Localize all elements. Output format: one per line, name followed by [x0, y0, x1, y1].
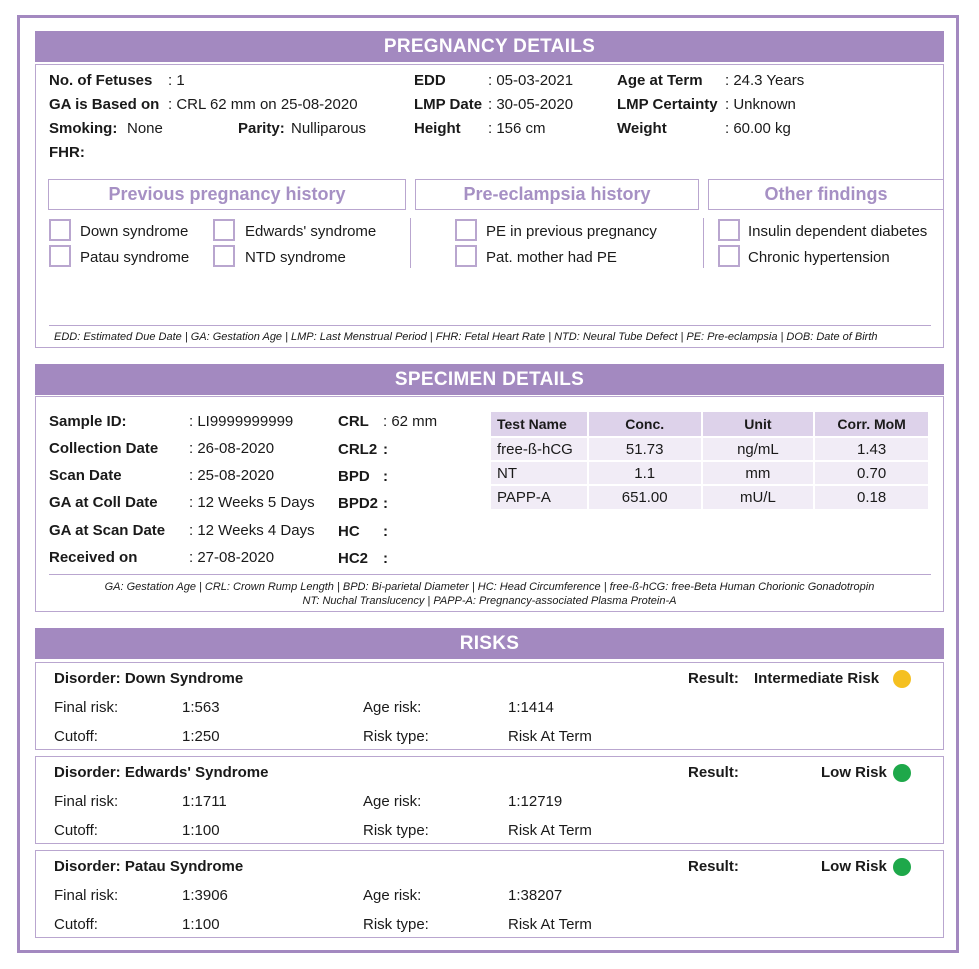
edd-label: EDD — [414, 72, 446, 89]
pregnancy-details-header: PREGNANCY DETAILS — [35, 31, 944, 62]
table-row — [491, 485, 929, 509]
height-label: Height — [414, 120, 461, 137]
ntd-syndrome-checkbox-label: NTD syndrome — [245, 249, 346, 266]
specimen-legend-line1: GA: Gestation Age | CRL: Crown Rump Length | BPD: Bi-parietal Diameter | HC: Head Circumference | free-ß-hCG: free-Beta Human Chorionic Gonadotropin — [104, 581, 875, 593]
down-syndrome-checkbox[interactable] — [49, 219, 71, 241]
ga-based-label: GA is Based on — [49, 96, 160, 113]
table-cell: free-ß-hCG — [491, 437, 588, 461]
table-cell: ng/mL — [702, 437, 815, 461]
status-dot-icon — [893, 670, 911, 688]
risk-type-value: Risk At Term — [508, 728, 592, 745]
collection-date-label: Collection Date — [49, 440, 159, 457]
risk-type-value: Risk At Term — [508, 916, 592, 933]
patau-syndrome-checkbox-label: Patau syndrome — [80, 249, 190, 266]
edd-value: : 05-03-2021 — [488, 72, 574, 89]
result-value: Low Risk — [821, 858, 887, 875]
table-header-cell: Test Name — [491, 412, 588, 437]
final-risk-label: Final risk: — [54, 887, 119, 904]
table-header-row — [491, 412, 929, 437]
age-risk-label: Age risk: — [363, 699, 422, 716]
disorder-title: Disorder: Edwards' Syndrome — [54, 764, 269, 781]
table-cell: 0.70 — [814, 461, 929, 485]
cutoff-label: Cutoff: — [54, 728, 98, 745]
hc2-label: HC2 — [338, 550, 369, 567]
cutoff-value: 1:250 — [182, 728, 220, 745]
result-value: Low Risk — [821, 764, 887, 781]
pre-eclampsia-history-title: Pre-eclampsia history — [415, 179, 699, 210]
table-cell: 1.43 — [814, 437, 929, 461]
age-risk-label: Age risk: — [363, 793, 422, 810]
crl-value: : 62 mm — [383, 413, 438, 430]
chronic-hypertension-checkbox[interactable] — [718, 245, 740, 267]
risk-type-label: Risk type: — [363, 822, 429, 839]
disorder-title: Disorder: Patau Syndrome — [54, 858, 244, 875]
received-on-label: Received on — [49, 549, 138, 566]
age-risk-label: Age risk: — [363, 887, 422, 904]
pe-previous-pregnancy-checkbox[interactable] — [455, 219, 477, 241]
age-at-term-value: : 24.3 Years — [725, 72, 805, 89]
ga-scan-date-label: GA at Scan Date — [49, 522, 166, 539]
weight-label: Weight — [617, 120, 667, 137]
specimen-legend-line2: NT: Nuchal Translucency | PAPP-A: Pregnancy-associated Plasma Protein-A — [302, 595, 677, 607]
result-label: Result: — [688, 858, 739, 875]
lmp-date-value: : 30-05-2020 — [488, 96, 574, 113]
table-header-cell: Conc. — [588, 412, 702, 437]
table-header-cell: Unit — [702, 412, 815, 437]
age-risk-value: 1:38207 — [508, 887, 563, 904]
cutoff-label: Cutoff: — [54, 916, 98, 933]
sample-id-label: Sample ID: — [49, 413, 127, 430]
final-risk-value: 1:1711 — [182, 793, 227, 810]
risks-header: RISKS — [35, 628, 944, 659]
ga-based-value: : CRL 62 mm on 25-08-2020 — [168, 96, 358, 113]
test-results-table — [491, 412, 930, 509]
fetuses-value: : 1 — [168, 72, 185, 89]
final-risk-label: Final risk: — [54, 699, 119, 716]
parity-label: Parity: — [238, 120, 285, 137]
table-row — [491, 461, 929, 485]
age-risk-value: 1:1414 — [508, 699, 554, 716]
crl2-label: CRL2 — [338, 441, 378, 458]
edwards-syndrome-checkbox-label: Edwards' syndrome — [245, 223, 377, 240]
bpd2-colon: : — [383, 495, 388, 512]
other-findings-title: Other findings — [708, 179, 944, 210]
table-header-cell: Corr. MoM — [814, 412, 929, 437]
bpd-colon: : — [383, 468, 388, 485]
lmp-certainty-value: : Unknown — [725, 96, 796, 113]
collection-date-value: : 26-08-2020 — [189, 440, 275, 457]
parity-value: Nulliparous — [291, 120, 367, 137]
smoking-label: Smoking: — [49, 120, 118, 137]
ntd-syndrome-checkbox[interactable] — [213, 245, 235, 267]
final-risk-label: Final risk: — [54, 793, 119, 810]
patau-syndrome-checkbox[interactable] — [49, 245, 71, 267]
pe-previous-pregnancy-checkbox-label: PE in previous pregnancy — [486, 223, 657, 240]
column-divider — [703, 218, 704, 268]
bpd-label: BPD — [338, 468, 370, 485]
insulin-diabetes-checkbox[interactable] — [718, 219, 740, 241]
fhr-label: FHR: — [49, 144, 85, 161]
table-cell: 51.73 — [588, 437, 702, 461]
column-divider — [410, 218, 411, 268]
risk-type-label: Risk type: — [363, 728, 429, 745]
hc-colon: : — [383, 523, 388, 540]
cutoff-value: 1:100 — [182, 916, 220, 933]
ga-scan-date-value: : 12 Weeks 4 Days — [189, 522, 315, 539]
risk-type-value: Risk At Term — [508, 822, 592, 839]
lmp-certainty-label: LMP Certainty — [617, 96, 718, 113]
crl2-colon: : — [383, 441, 388, 458]
pe-mother-checkbox[interactable] — [455, 245, 477, 267]
final-risk-value: 1:563 — [182, 699, 220, 716]
fetuses-label: No. of Fetuses — [49, 72, 153, 89]
received-on-value: : 27-08-2020 — [189, 549, 275, 566]
legend-divider — [49, 574, 931, 575]
pregnancy-legend: EDD: Estimated Due Date | GA: Gestation Age | LMP: Last Menstrual Period | FHR: Fetal Heart Rate | NTD: Neural Tube Defect | PE: Pre-eclampsia | DOB: Date of Birth — [54, 331, 878, 343]
cutoff-label: Cutoff: — [54, 822, 98, 839]
ga-coll-date-label: GA at Coll Date — [49, 494, 158, 511]
scan-date-label: Scan Date — [49, 467, 122, 484]
chronic-hypertension-checkbox-label: Chronic hypertension — [748, 249, 890, 266]
down-syndrome-checkbox-label: Down syndrome — [80, 223, 189, 240]
final-risk-value: 1:3906 — [182, 887, 228, 904]
age-at-term-label: Age at Term — [617, 72, 703, 89]
status-dot-icon — [893, 764, 911, 782]
disorder-title: Disorder: Down Syndrome — [54, 670, 244, 687]
table-cell: 1.1 — [588, 461, 702, 485]
table-cell: 0.18 — [814, 485, 929, 509]
weight-value: : 60.00 kg — [725, 120, 791, 137]
bpd2-label: BPD2 — [338, 495, 379, 512]
age-risk-value: 1:12719 — [508, 793, 563, 810]
legend-divider — [49, 325, 931, 326]
table-cell: mU/L — [702, 485, 815, 509]
previous-pregnancy-history-title: Previous pregnancy history — [48, 179, 406, 210]
edwards-syndrome-checkbox[interactable] — [213, 219, 235, 241]
specimen-details-header: SPECIMEN DETAILS — [35, 364, 944, 395]
smoking-value: None — [127, 120, 163, 137]
status-dot-icon — [893, 858, 911, 876]
result-label: Result: — [688, 764, 739, 781]
table-cell: NT — [491, 461, 588, 485]
table-cell: mm — [702, 461, 815, 485]
hc-label: HC — [338, 523, 360, 540]
result-label: Result: — [688, 670, 739, 687]
table-cell: PAPP-A — [491, 485, 588, 509]
cutoff-value: 1:100 — [182, 822, 220, 839]
risk-type-label: Risk type: — [363, 916, 429, 933]
ga-coll-date-value: : 12 Weeks 5 Days — [189, 494, 315, 511]
hc2-colon: : — [383, 550, 388, 567]
insulin-diabetes-checkbox-label: Insulin dependent diabetes — [748, 223, 928, 240]
pe-mother-checkbox-label: Pat. mother had PE — [486, 249, 617, 266]
lmp-date-label: LMP Date — [414, 96, 483, 113]
sample-id-value: : LI9999999999 — [189, 413, 294, 430]
result-value: Intermediate Risk — [754, 670, 880, 687]
height-value: : 156 cm — [488, 120, 546, 137]
scan-date-value: : 25-08-2020 — [189, 467, 275, 484]
crl-label: CRL — [338, 413, 369, 430]
table-cell: 651.00 — [588, 485, 702, 509]
table-row — [491, 437, 929, 461]
